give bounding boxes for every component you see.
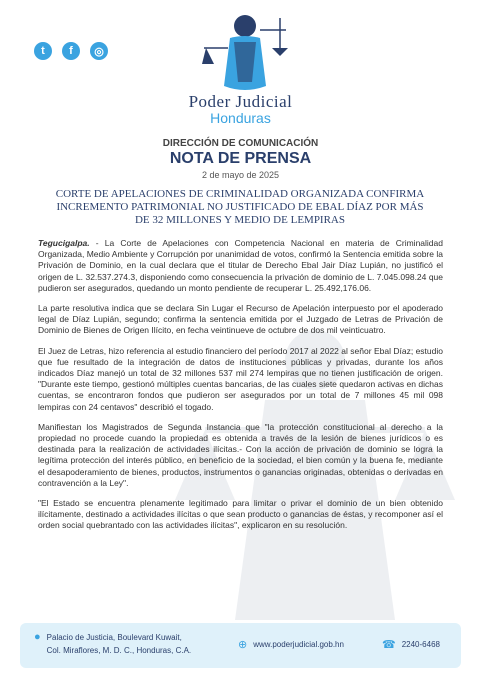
document-date: 2 de mayo de 2025 bbox=[201, 170, 280, 180]
address-line-2: Col. Miraflores, M. D. C., Honduras, C.A. bbox=[46, 646, 192, 655]
paragraph bbox=[38, 238, 443, 294]
facebook-icon[interactable]: f bbox=[62, 42, 80, 60]
paragraph: "El Estado se encuentra plenamente legitimado para limitar o privar el dominio de un bien obtenido ilícitamente, destinado a actividades ilícitas o que sean producto o ganancias de éstas, y recomponer así el orden social quebrantado con las actividades ilícitas", explicaron en su resolución. bbox=[38, 498, 443, 531]
instagram-icon[interactable]: ◎ bbox=[90, 42, 108, 60]
location-pin-icon: ● bbox=[34, 631, 41, 643]
article-body bbox=[38, 238, 443, 541]
poder-judicial-logo bbox=[200, 8, 290, 96]
footer bbox=[20, 623, 461, 668]
paragraph: Manifiestan los Magistrados de Segunda Instancia que "la protección constitucional al derecho a la propiedad no procede cuando la propiedad es obtenida a través de la lesión de bienes jurídicos o es destinada para la realización de actividades ilícitas.- Con la acción de privación de dominio se logra la legítima protección del interés público, en beneficio de la sociedad, el bien común y la buena fe, mediante el desapoderamiento de bienes, productos, instrumentos o ganancias originadas, obtenidas o derivadas en contravención a la Ley". bbox=[38, 421, 443, 488]
phone-icon: ☎ bbox=[382, 639, 396, 651]
headline: CORTE DE APELACIONES DE CRIMINALIDAD ORGANIZADA CONFIRMA INCREMENTO PATRIMONIAL NO JUSTIFICADO DE EBAL DÍAZ POR MÁS DE 32 MILLONES Y MEDIO DE LEMPIRAS bbox=[55, 188, 425, 226]
brand-country: Honduras bbox=[210, 110, 271, 126]
footer-address bbox=[34, 631, 191, 657]
social-links bbox=[34, 42, 108, 60]
website-link[interactable]: www.poderjudicial.gob.hn bbox=[253, 640, 344, 649]
phone-number: 2240-6468 bbox=[401, 640, 440, 649]
paragraph: El Juez de Letras, hizo referencia al estudio financiero del período 2017 al 2022 al señor Ebal Díaz; estudio que fue resultado de la integración de datos de instituciones públicas y privadas, durante los años indicados Díaz manejó un total de 32 millones 537 mil 274 lempiras que no tienen justificación de origen. "Durante este tiempo, gestionó múltiples cuentas bancarias, de las cuales siete quedaron activas en dichas cuentas, se encontraron fondos que pudieron ser asegurados por un total de 7 millones 45 mil 098 lempiras con 24 centavos" describió el togado. bbox=[38, 345, 443, 412]
address-line-1: Palacio de Justicia, Boulevard Kuwait, bbox=[46, 633, 182, 642]
dateline-place: Tegucigalpa. bbox=[38, 238, 90, 248]
twitter-icon[interactable]: t bbox=[34, 42, 52, 60]
brand bbox=[0, 92, 481, 126]
paragraph-text: - La Corte de Apelaciones con Competencia Nacional en materia de Criminalidad Organizada, Medio Ambiente y Corrupción por unanimidad de votos, confirmó la Sentencia emitida sobre la Privación de Dominio, en la cual declara que el titular de Derecho Ebal Jair Díaz Lupián, no justificó el origen de L. 32.537.274.3, disponiendo como consecuencia la privación de dominio de L. 7.045.098.24 que pudieron ser asegurados, quedando un monto pendiente de recuperar L. 25.492,176.06. bbox=[38, 238, 443, 293]
department-label: DIRECCIÓN DE COMUNICACIÓN bbox=[162, 138, 319, 149]
brand-name: Poder Judicial bbox=[188, 92, 293, 111]
document-title: NOTA DE PRENSA bbox=[169, 150, 312, 167]
footer-website[interactable] bbox=[238, 638, 344, 651]
paragraph: La parte resolutiva indica que se declara Sin Lugar el Recurso de Apelación interpuesto por el apoderado legal de Díaz Lupián, segundo; confirma la sentencia emitida por el Juzgado de Letras de Privación de Dominio de Bienes de Origen Ilícito, en fecha veintinueve de octubre de dos mil veinticuatro. bbox=[38, 303, 443, 336]
footer-phone bbox=[382, 638, 440, 651]
globe-icon: ⊕ bbox=[238, 639, 248, 651]
